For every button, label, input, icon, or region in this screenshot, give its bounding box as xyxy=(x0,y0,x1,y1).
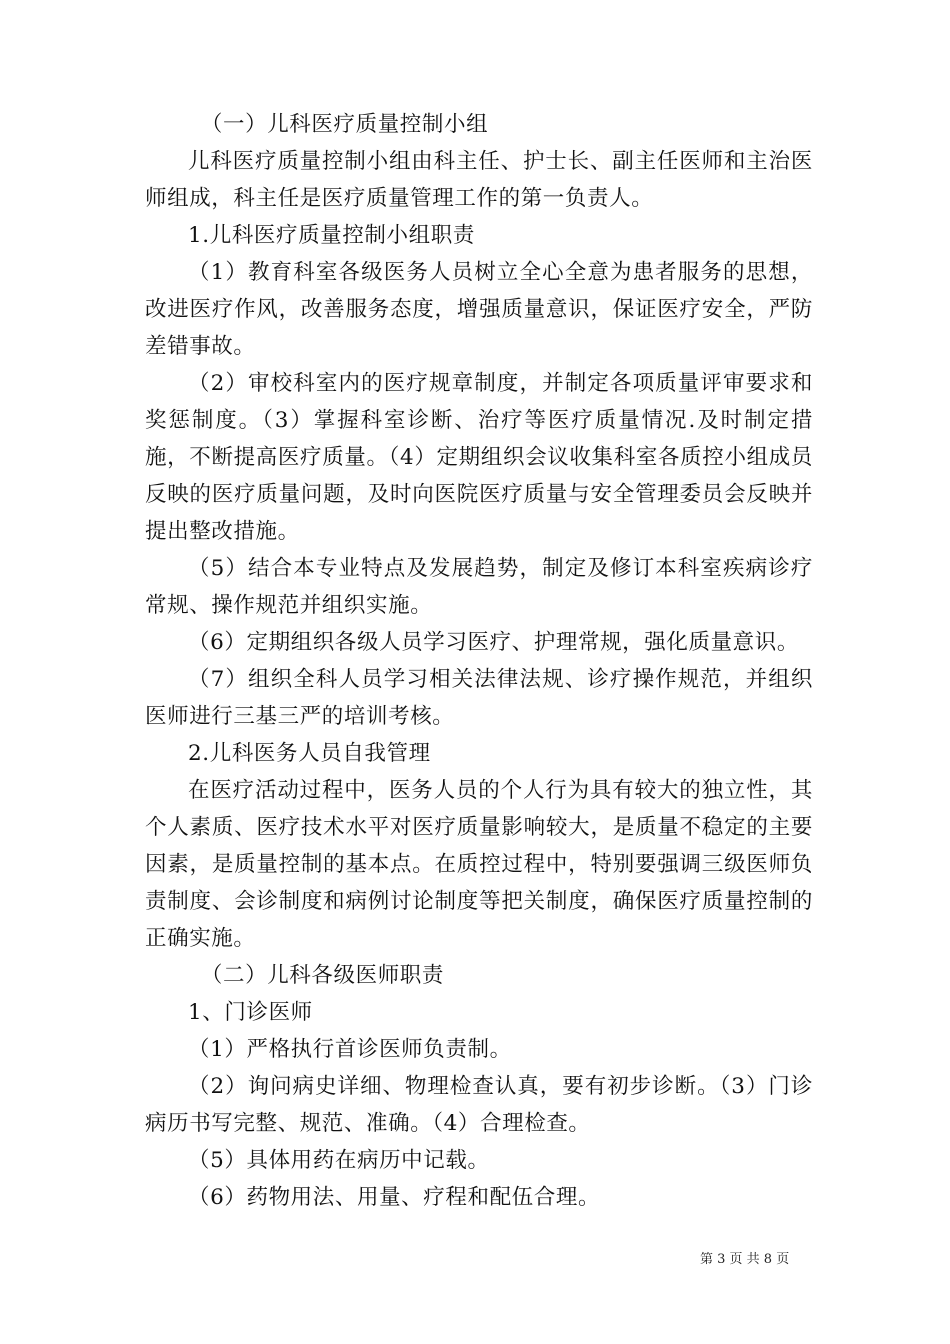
section-heading-2: （二）儿科各级医师职责 xyxy=(200,963,444,988)
paragraph: （2）询问病史详细、物理检查认真，要有初步诊断。（3）门诊病历书写完整、规范、准确。（4）合理检查。 xyxy=(145,1074,813,1136)
paragraph: （1）教育科室各级医务人员树立全心全意为患者服务的思想，改进医疗作风，改善服务态度，增强质量意识，保证医疗安全，严防差错事故。 xyxy=(145,260,813,359)
paragraph: （6）药物用法、用量、疗程和配伍合理。 xyxy=(188,1185,601,1210)
paragraph: （6）定期组织各级人员学习医疗、护理常规，强化质量意识。 xyxy=(188,630,799,655)
subsection-heading-1: 1.儿科医疗质量控制小组职责 xyxy=(188,223,475,248)
subsection-heading-2: 2.儿科医务人员自我管理 xyxy=(188,741,431,766)
page-number-footer: 第 3 页 共 8 页 xyxy=(700,1252,790,1267)
document-body xyxy=(145,106,813,1216)
paragraph: （2）审校科室内的医疗规章制度，并制定各项质量评审要求和奖惩制度。（3）掌握科室诊断、治疗等医疗质量情况.及时制定措施，不断提高医疗质量。（4）定期组织会议收集科室各质控小组成员反映的医疗质量问题，及时向医院医疗质量与安全管理委员会反映并提出整改措施。 xyxy=(145,371,813,544)
subsection-heading-3: 1、门诊医师 xyxy=(188,1000,313,1025)
paragraph: 在医疗活动过程中，医务人员的个人行为具有较大的独立性，其个人素质、医疗技术水平对医疗质量影响较大，是质量不稳定的主要因素，是质量控制的基本点。在质控过程中，特别要强调三级医师负责制度、会诊制度和病例讨论制度等把关制度，确保医疗质量控制的正确实施。 xyxy=(145,778,813,951)
paragraph: （1）严格执行首诊医师负责制。 xyxy=(188,1037,512,1062)
paragraph: （7）组织全科人员学习相关法律法规、诊疗操作规范，并组织医师进行三基三严的培训考核。 xyxy=(145,667,813,729)
paragraph: （5）结合本专业特点及发展趋势，制定及修订本科室疾病诊疗常规、操作规范并组织实施。 xyxy=(145,556,813,618)
paragraph: 儿科医疗质量控制小组由科主任、护士长、副主任医师和主治医师组成，科主任是医疗质量管理工作的第一负责人。 xyxy=(145,149,813,211)
section-heading-1: （一）儿科医疗质量控制小组 xyxy=(200,112,489,137)
paragraph: （5）具体用药在病历中记载。 xyxy=(188,1148,490,1173)
